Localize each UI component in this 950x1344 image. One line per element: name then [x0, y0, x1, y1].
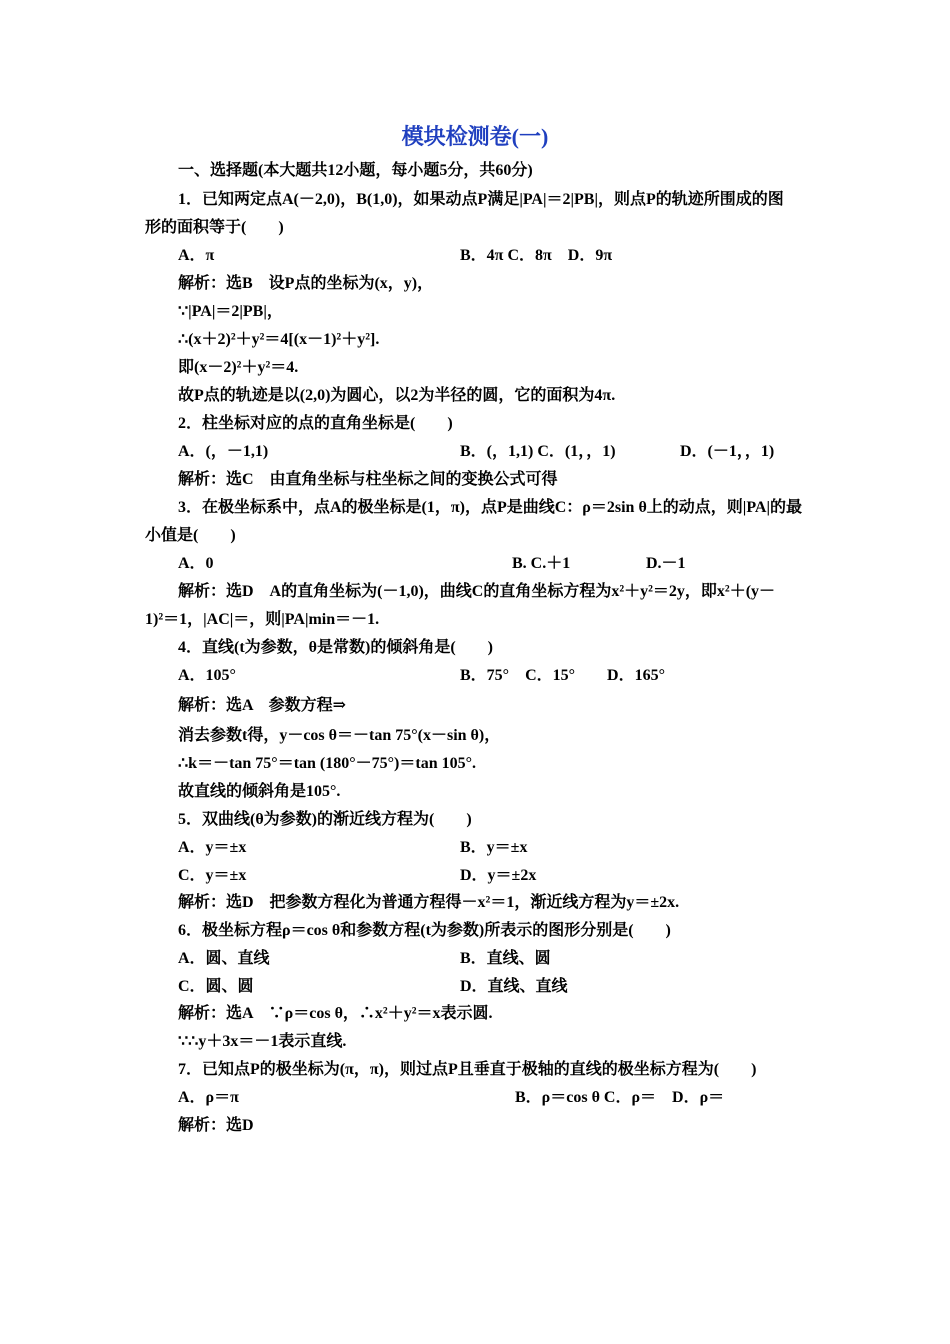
- q6-option-d: D．直线、直线: [460, 978, 568, 995]
- q6-option-c: C．圆、圆: [178, 978, 254, 995]
- q4-solution-line2: 消去参数t得，y－cos θ＝－tan 75°(x－sin θ)，: [178, 727, 501, 744]
- q1-solution-line4: 即(x－2)²＋y²＝4.: [178, 359, 299, 376]
- q3-solution-line2: 1)²＝1，|AC|＝，则|PA|min＝－1.: [145, 611, 380, 628]
- q3-stem-line1: 3．在极坐标系中，点A的极坐标是(1，π)，点P是曲线C：ρ＝2sin θ上的动点，则|PA|的最: [178, 499, 802, 516]
- section-heading: 一、选择题(本大题共12小题，每小题5分，共60分): [178, 162, 533, 179]
- q7-stem: 7．已知点P的极坐标为(π，π)，则过点P且垂直于极轴的直线的极坐标方程为( ): [178, 1061, 757, 1078]
- q1-solution-line1: 解析：选B 设P点的坐标为(x，y)，: [178, 275, 434, 292]
- q4-solution-line4: 故直线的倾斜角是105°.: [178, 783, 341, 800]
- q4-solution-line3: ∴k＝－tan 75°＝tan (180°－75°)＝tan 105°.: [178, 755, 477, 772]
- page-title: 模块检测卷(一): [401, 124, 549, 149]
- q5-option-c: C．y＝±x: [178, 867, 247, 884]
- q4-option-a: A．105°: [178, 667, 236, 684]
- q3-options-bc: B. C.＋1: [512, 555, 571, 572]
- q7-solution: 解析：选D: [178, 1117, 254, 1134]
- q4-options-bcd: B．75° C．15° D．165°: [460, 667, 665, 684]
- q1-solution-line3: ∴(x＋2)²＋y²＝4[(x－1)²＋y²].: [178, 331, 380, 348]
- q6-stem: 6．极坐标方程ρ＝cos θ和参数方程(t为参数)所表示的图形分别是( ): [178, 922, 671, 939]
- q7-options-bcd: B．ρ＝cos θ C．ρ＝ D．ρ＝: [515, 1089, 725, 1106]
- q6-option-a: A．圆、直线: [178, 950, 270, 967]
- q6-solution-line1: 解析：选A ∵ρ＝cos θ，∴x²＋y²＝x表示圆.: [178, 1005, 493, 1022]
- q1-stem-line1: 1．已知两定点A(－2,0)，B(1,0)，如果动点P满足|PA|＝2|PB|，则点P的轨迹所围成的图: [178, 191, 784, 208]
- q3-solution-line1: 解析：选D A的直角坐标为(－1,0)，曲线C的直角坐标方程为x²＋y²＝2y，即x²＋(y－: [178, 583, 776, 600]
- q7-option-a: A．ρ＝π: [178, 1089, 239, 1106]
- q1-stem-line2: 形的面积等于( ): [145, 219, 284, 236]
- q5-option-b: B．y＝±x: [460, 839, 528, 856]
- q2-stem: 2．柱坐标对应的点的直角坐标是( ): [178, 415, 453, 432]
- q1-option-a: A．π: [178, 247, 215, 264]
- q2-options-bc: B．(，1,1) C．(1，，1): [460, 443, 616, 460]
- q6-solution-line2: ∵∴y＋3x＝－1表示直线.: [178, 1033, 347, 1050]
- q2-option-d: D．(－1，，1): [680, 443, 775, 460]
- q3-option-a: A．0: [178, 555, 214, 572]
- q5-solution: 解析：选D 把参数方程化为普通方程得－x²＝1，渐近线方程为y＝±2x.: [178, 894, 680, 911]
- q5-stem: 5．双曲线(θ为参数)的渐近线方程为( ): [178, 811, 472, 828]
- q1-options-bcd: B．4π C．8π D．9π: [460, 247, 613, 264]
- q6-option-b: B．直线、圆: [460, 950, 551, 967]
- q3-stem-line2: 小值是( ): [145, 527, 236, 544]
- q4-solution-line1: 解析：选A 参数方程⇒: [178, 697, 347, 714]
- q4-stem: 4．直线(t为参数，θ是常数)的倾斜角是( ): [178, 639, 493, 656]
- q5-option-a: A．y＝±x: [178, 839, 247, 856]
- q2-option-a: A．(，－1,1): [178, 443, 269, 460]
- q3-option-d: D.－1: [646, 555, 686, 572]
- q5-option-d: D．y＝±2x: [460, 867, 537, 884]
- q1-solution-line5: 故P点的轨迹是以(2,0)为圆心，以2为半径的圆，它的面积为4π.: [178, 387, 616, 404]
- q1-solution-line2: ∵|PA|＝2|PB|，: [178, 303, 283, 320]
- q2-solution: 解析：选C 由直角坐标与柱坐标之间的变换公式可得: [178, 471, 558, 488]
